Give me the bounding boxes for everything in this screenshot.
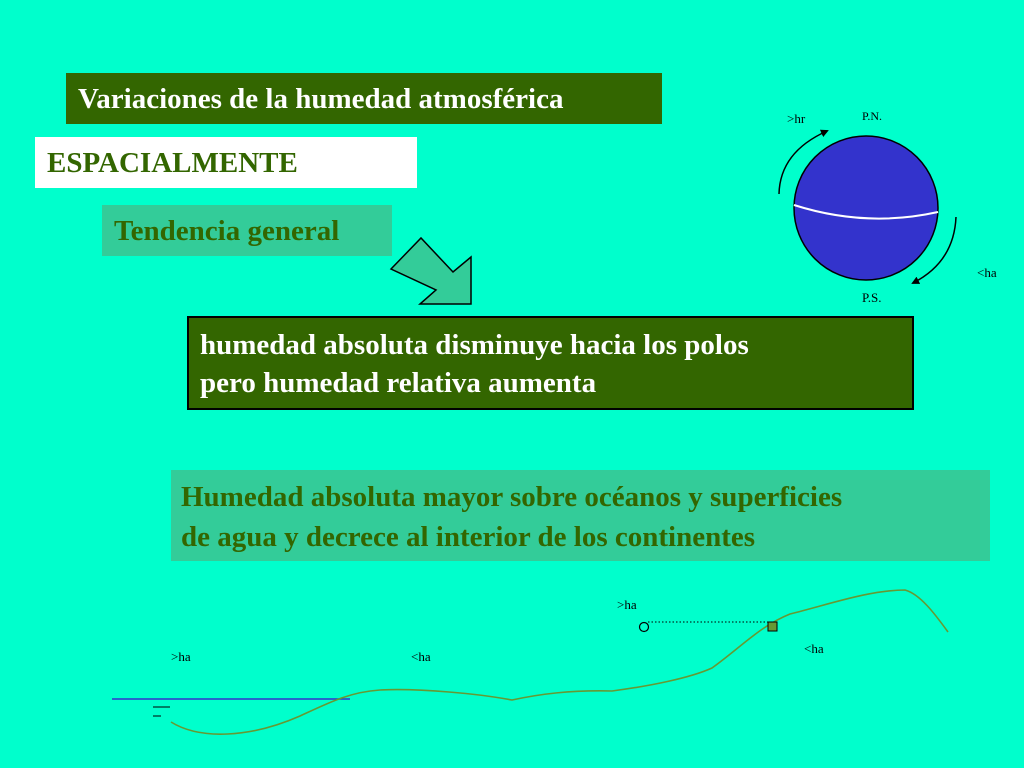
high-point-marker-icon <box>640 623 649 632</box>
south-pole-label: P.S. <box>862 290 882 305</box>
inland-humidity-label: <ha <box>411 649 431 664</box>
ocean-humidity-label: >ha <box>171 649 191 664</box>
trend-text-line-2: pero humedad relativa aumenta <box>200 367 597 399</box>
elevated-low-label: <ha <box>804 641 824 656</box>
trend-text-line-1: humedad absoluta disminuye hacia los polos <box>200 329 749 361</box>
ocean-text-line-1: Humedad absoluta mayor sobre océanos y superficies <box>181 481 843 513</box>
globe-icon <box>794 136 938 280</box>
trend-label-text: Tendencia general <box>114 215 340 247</box>
land-profile-diagram <box>112 590 948 734</box>
elevated-high-label: >ha <box>617 597 637 612</box>
top-arrow-label: >hr <box>787 111 806 126</box>
ocean-text-line-2: de agua y decrece al interior de los continentes <box>181 521 756 553</box>
slide-title-text: Variaciones de la humedad atmosférica <box>78 83 564 115</box>
low-point-marker-icon <box>768 622 777 631</box>
globe-diagram <box>779 131 956 283</box>
bottom-arrow-label: <ha <box>977 265 997 280</box>
block-arrow-icon <box>391 238 471 304</box>
terrain-line <box>171 590 948 734</box>
subtitle-text: ESPACIALMENTE <box>47 147 298 179</box>
north-pole-label: P.N. <box>862 109 883 123</box>
